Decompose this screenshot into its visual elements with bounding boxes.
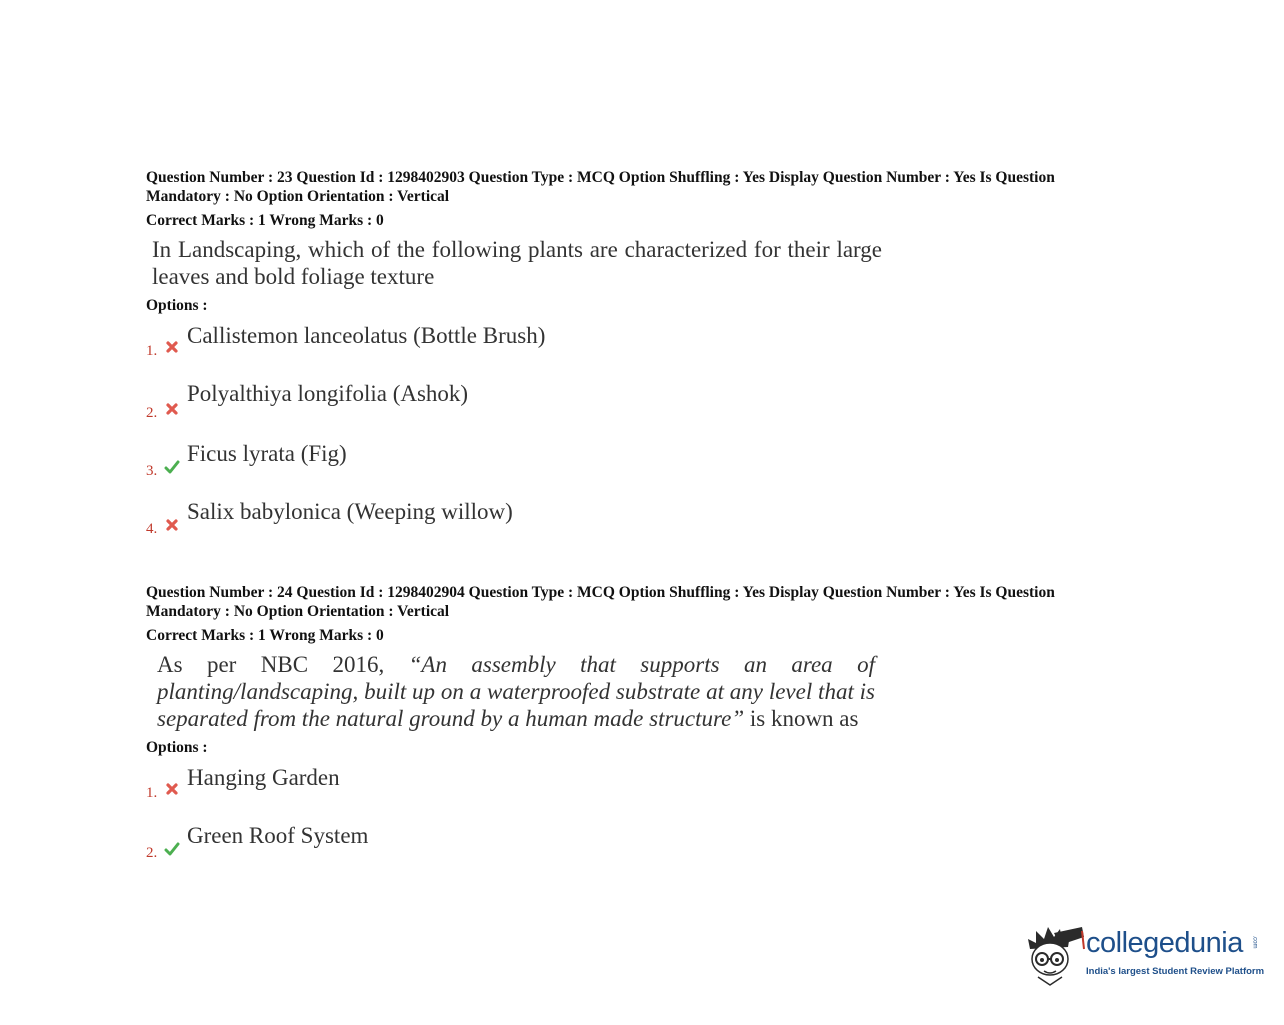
cross-icon [164,339,180,355]
question-24 [146,583,1106,881]
logo-wordmark: collegedunia [1086,927,1243,959]
mascot-icon [1024,919,1086,993]
option-text: Polyalthiya longifolia (Ashok) [187,381,469,406]
logo-tagline: India's largest Student Review Platform [1086,966,1265,977]
option-number: 1. [146,785,158,801]
option-1 [146,323,1106,381]
question-23 [146,168,1106,555]
option-3 [146,439,1106,497]
question-text-prefix: As per NBC 2016, [157,652,409,677]
cross-icon [164,401,180,417]
option-number: 2. [146,845,158,861]
cross-icon [164,781,180,797]
option-text: Hanging Garden [187,765,340,790]
option-number: 1. [146,343,158,359]
option-text: Salix babylonica (Weeping willow) [187,499,513,524]
option-2 [146,381,1106,439]
question-text [146,651,875,732]
option-number: 4. [146,521,158,537]
question-marks: Correct Marks : 1 Wrong Marks : 0 [146,627,384,644]
option-4 [146,497,1106,555]
question-meta: Question Number : 24 Question Id : 1298402904 Question Type : MCQ Option Shuffling : Yes Display Question Number : Yes Is Question Mandatory : No Option Orientation : Vertical [146,584,1055,620]
check-icon [164,459,180,475]
collegedunia-logo [1024,915,1264,995]
logo-domain-suffix: .com [1251,935,1258,949]
option-text: Ficus lyrata (Fig) [187,441,347,466]
options-list [146,765,1106,881]
option-text: Green Roof System [187,823,369,848]
question-text-quote: “An assembly that supports an area of planting/landscaping, built up on a waterproofed substrate at any level that is separated from the natural ground by a human made structure” [157,652,875,731]
question-marks: Correct Marks : 1 Wrong Marks : 0 [146,212,384,229]
options-list [146,323,1106,555]
option-text: Callistemon lanceolatus (Bottle Brush) [187,323,546,348]
option-number: 2. [146,405,158,421]
option-2 [146,823,1106,881]
question-text: In Landscaping, which of the following plants are characterized for their large leaves and bold foliage texture [152,237,882,289]
option-number: 3. [146,463,158,479]
options-label: Options : [146,739,208,756]
cross-icon [164,517,180,533]
check-icon [164,841,180,857]
question-text-suffix: is known as [744,706,859,731]
options-label: Options : [146,297,208,314]
question-meta: Question Number : 23 Question Id : 1298402903 Question Type : MCQ Option Shuffling : Yes Display Question Number : Yes Is Question Mandatory : No Option Orientation : Vertical [146,169,1055,205]
option-1 [146,765,1106,823]
